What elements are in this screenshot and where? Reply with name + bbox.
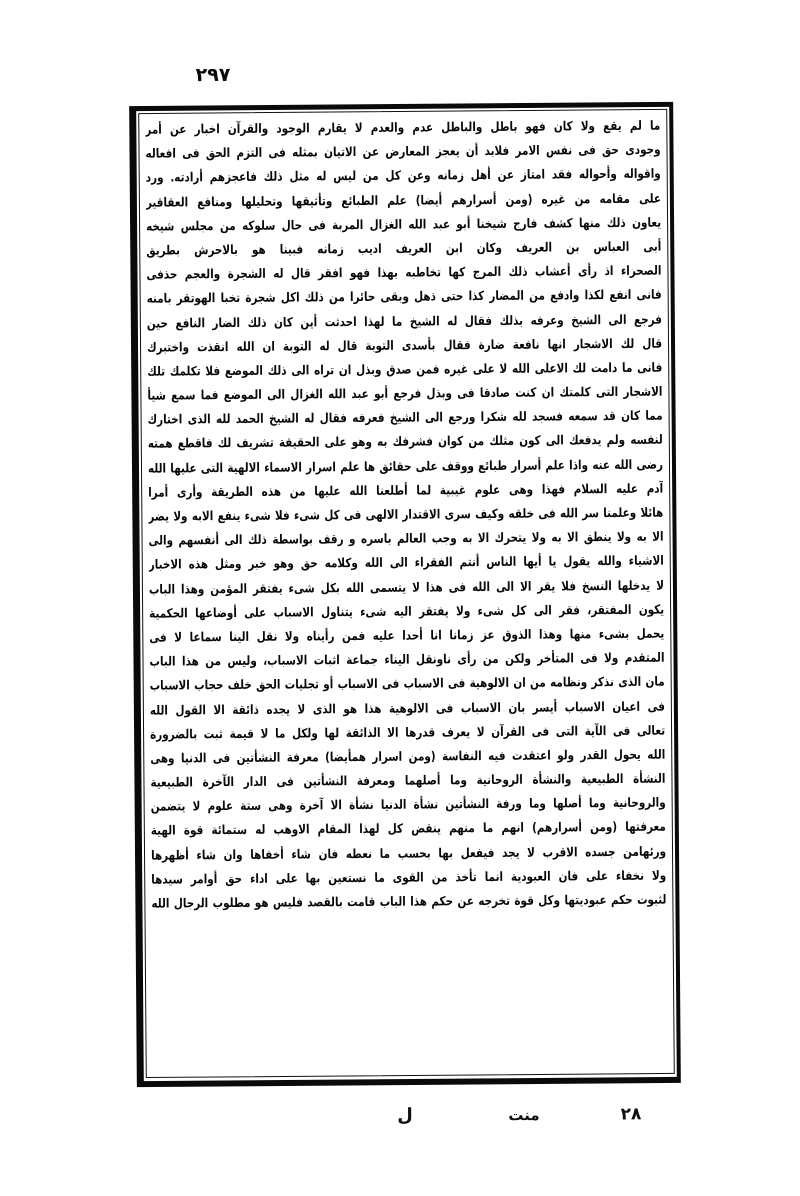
text-line-content: فى اعيان الاسباب أيسر بان الاسباب فى الالوهية هذا هو الذى لا يجده ذائقة الا القول الله: [149, 699, 665, 718]
text-line-content: الصحراء اذ رأى أعشاب ذلك المرج كها تخاطبه بهذا فهو افقر قال له الشجرة والعجم حذفى: [146, 263, 662, 283]
text-line-content: ما لم يقع ولا كان فهو باطل والباطل عدم والعدم لا يقارم الوجود والقرآن اخبار عن أمر: [145, 118, 661, 138]
page-footer: [133, 1102, 677, 1140]
text-line-content: لثبوت حكم عبوديتها وكل قوة تخرجه عن حكم هذا الباب قامت بالقصد فليس هو مطلوب الرجال الله: [151, 892, 667, 912]
text-line: [151, 885, 666, 919]
text-line-content: الله يحول القدر ولو اعتقدت فيه النفاسة (ومن اسرار همأيضا) معرفة النشأتين فى الدنيا وهى: [150, 747, 666, 767]
text-line-content: ولا نخفاء على فان العبودية انما تأخذ من القوى ما نستعين بها على اداء حق أوامر سيدها: [151, 868, 667, 888]
catchword: منت: [508, 1106, 540, 1125]
text-line-content: يحمل بشىء منها وهذا الذوق عز زمانا انا أحدا عليه فمن رأيناه ولا نقل الينا سماعا لا فى: [149, 626, 665, 646]
text-line-content: مان الذى نذكر ونظامه من ان الالوهية فى الاسباب فى الاسباب أو تجليات الحق خلف حجاب الاسباب: [149, 674, 665, 694]
text-line-content: مما كان قد سمعه فسجد لله شكرا ورجع الى الشيخ فعرفه فقال له الشيخ الحمد لله الذى اختارك: [147, 408, 663, 428]
text-line-content: فرجع الى الشيخ وعرفه بذلك فقال له الشيخ ما لهذا احدثت أين كان ذلك الضار النافع حين: [146, 312, 662, 331]
text-line-content: أبى العباس بن العريف وكان ابن العريف اديب زمانه فبينا هو بالاحرش بطريق: [146, 239, 662, 259]
text-line-content: فانى انفع لكذا وادفع من المضار كذا حتى ذهل وبقى حائرا من ذلك اكل شجرة تخبا الهوتقر بامنه: [146, 287, 662, 307]
page-number: ٢٩٧: [195, 63, 231, 87]
text-line-content: معرفتها (ومن أسرارهم) انهم ما منهم ينقض كل لهذا المقام الاوهب له ستمائة قوة الهية: [150, 820, 666, 839]
text-line-content: رضى الله عنه واذا علم أسرار طبائع ووقف على حقائق ها علم اسرار الاسماء الالهية التى عليها الله: [147, 457, 664, 476]
text-line-content: قال لك الاشجار انها نافعة ضارة فقال بأسدى التوبة قال له التوبة ان الله انقذت واختبرك: [146, 336, 663, 356]
text-line-content: والروحانية وما أصلها وما ورفة النشأتين نشأة الدنيا نشأة الا آخرة وهى ستة علوم لا يتضمن: [150, 795, 666, 815]
text-line-content: المتقدم ولا فى المتأخر ولكن من رأى ناونقل اليناء جماعة اثبات الاسباب، وليس من هذا الباب: [149, 650, 665, 670]
quire-number: ٢٨: [620, 1104, 642, 1125]
text-line-content: الا به ولا ينطق الا به ولا يتحرك الا به وجب العالم باسره و رقف بواسطة ذلك الى أنفسهم والى: [148, 529, 664, 549]
text-line-content: ورئهامن جسده الاقرب لا يجد فيفعل بها بحسب ما نعطه فان شاء أخفاها وان شاء أظهرها: [150, 844, 667, 863]
text-line-content: يكون المفتقر، فقر الى كل شىء ولا يفتقر اليه شىء يتناول الاسباب على أوضاعها الحكمية: [149, 602, 665, 622]
text-line-content: هائلا وعلمنا سر الله فى خلقه وكيف سرى الاقتدار الالهى فى كل شىء فلا شىء ينفع الابه ولا يضر: [148, 505, 664, 525]
text-line-content: تعالى فى الآية التى فى القرآن لا يعرف قدرها الا الذائقة لها ولكل ما لا قيمة ثبت بالضرورة: [150, 723, 666, 742]
body-text-block: [145, 114, 667, 1072]
text-frame: [129, 102, 681, 1087]
text-line-content: الاشياء والله يقول يا أيها الناس أنتم الفقراء الى الله وكلامه حق وهو خبر ومثل هذه الاخبار: [148, 554, 664, 573]
text-line-content: يعاون ذلك منها كشف فارج شيخنا أبو عبد الله الغزال المربة فى حال سلوكه من مجلس شيخه: [146, 215, 662, 235]
text-line-content: النشأة الطبيعية والنشأة الروحانية وما أصلهما ومعرفة النشأتين فى الدار الآخرة الطبيعية: [150, 771, 666, 791]
text-line-content: لا يدخلها النسخ فلا يقر الا الى الله فى هذا لا يتسمى الله بكل شىء يفتقر المؤمن وهذا الباب: [148, 578, 664, 597]
text-line-content: آدم عليه السلام فهذا وهى علوم غيبية لما أطلعنا الله عليها من هذه الطريقة وأرى أمرا: [148, 481, 664, 501]
text-line-content: فانى ما دامت لك الاعلى الله لا على غيره فمن صدق وبذل ان تراه الى ذلك الموضع فلا تكلمك تلك: [147, 360, 663, 380]
text-line-content: على مقامه من غيره (ومن أسرارهم أيضا) علم الطبائع وتأثيقها وتحليلها ومنافع العقاقير: [145, 191, 661, 210]
text-line-content: الاشجار التى كلمتك ان كنت صادقا فى وبذل فرجع أبو عبد الله الغزال الى الموضع فما سمع شيأ: [147, 384, 663, 404]
register-mark: ل: [397, 1104, 413, 1127]
text-line-content: واقواله وأحواله فقد امتاز عن أهل زمانه وعن كل من ليس له مثل ذلك فاعجزهم أرادته. ورد: [145, 167, 661, 186]
text-line-content: وجودى حق فى نفس الامر فلابد أن يعجز المعارض عن الاتيان بمثله فى التزم الحق فى افعاله: [145, 142, 661, 162]
text-line-content: لنفسه ولم يدفعك الى كون مثلك من كوان فشرفك به وهو على الحقيقة تشريف لك فاقطع همته: [147, 433, 663, 452]
